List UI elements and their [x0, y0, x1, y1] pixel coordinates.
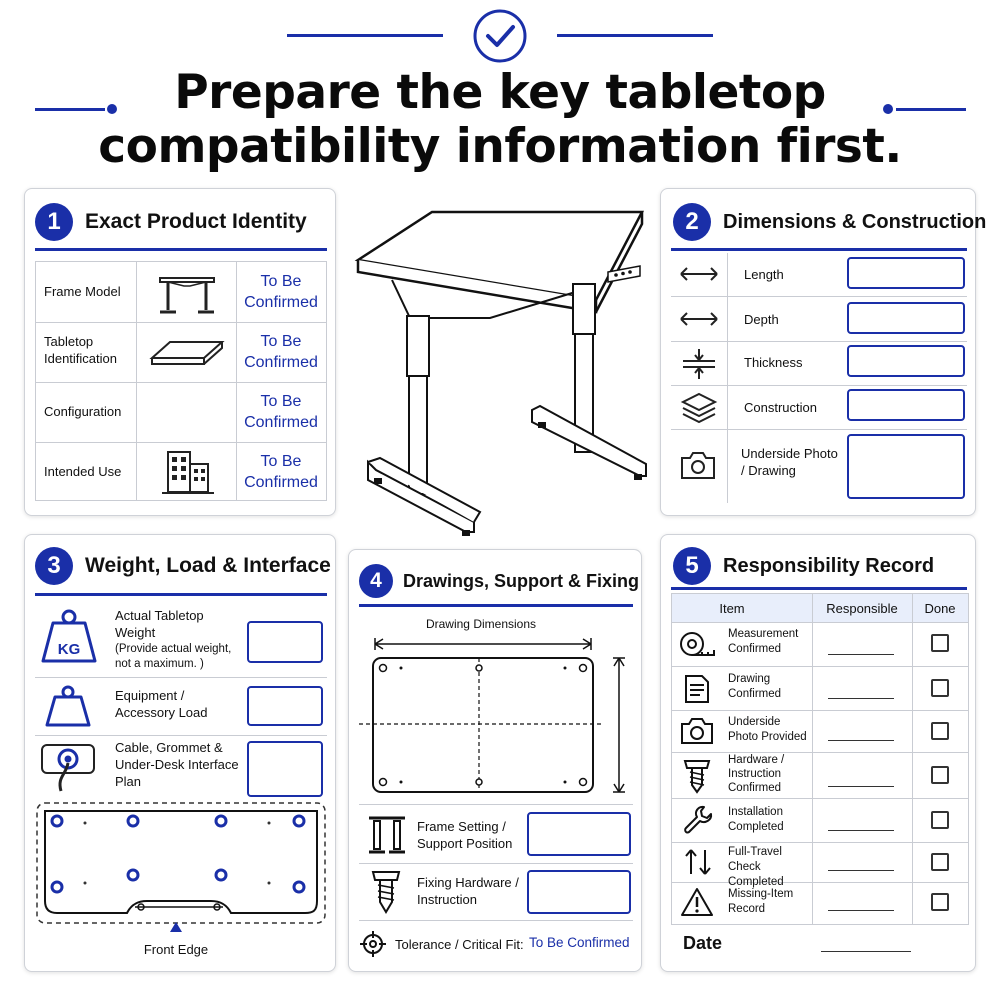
- front-edge-arrow-icon: [169, 921, 183, 933]
- responsible-line[interactable]: [828, 698, 894, 699]
- equipment-load-field[interactable]: [247, 686, 323, 726]
- panel-weight-load-interface: [24, 534, 336, 972]
- page-title: Prepare the key tabletop compatibility information first.: [98, 65, 902, 174]
- thickness-field[interactable]: [847, 345, 965, 377]
- tolerance-label: Tolerance / Critical Fit:: [395, 937, 524, 952]
- done-checkbox[interactable]: [931, 679, 949, 697]
- tabletop-icon: [148, 334, 226, 374]
- identity-table: [35, 261, 327, 501]
- status-value: To Be Confirmed: [244, 393, 318, 431]
- step-number: 5: [673, 547, 711, 585]
- row-label: Length: [744, 267, 784, 282]
- cable-grommet-icon: [39, 741, 97, 795]
- panel-drawings-support-fixing: [348, 549, 642, 972]
- done-checkbox[interactable]: [931, 722, 949, 740]
- responsibility-table: [671, 593, 969, 925]
- row-label: Actual Tabletop Weight: [115, 608, 204, 640]
- panel-dimensions-construction: [660, 188, 987, 516]
- panel-responsibility-record: [660, 534, 976, 972]
- row-label: Hardware / Instruction Confirmed: [728, 754, 785, 794]
- done-checkbox[interactable]: [931, 893, 949, 911]
- underside-plan-diagram: [35, 801, 327, 927]
- row-label: Frame Setting / Support Position: [417, 819, 513, 851]
- row-label: Construction: [744, 400, 817, 415]
- underside-photo-field[interactable]: [847, 434, 965, 499]
- column-header: Done: [924, 601, 956, 616]
- weight-icon: [43, 683, 93, 729]
- panel-product-identity: [24, 188, 336, 516]
- frame-setting-field[interactable]: [527, 812, 631, 856]
- row-label: Installation Completed: [728, 806, 784, 833]
- camera-icon: [680, 716, 714, 746]
- row-label: Missing-Item Record: [728, 888, 794, 915]
- responsible-line[interactable]: [828, 830, 894, 831]
- responsible-line[interactable]: [828, 740, 894, 741]
- responsible-line[interactable]: [828, 786, 894, 787]
- drawing-dimensions-label: Drawing Dimensions: [425, 617, 537, 631]
- screw-icon: [369, 868, 403, 914]
- step-number: 4: [359, 564, 393, 598]
- done-checkbox[interactable]: [931, 634, 949, 652]
- row-note: (Provide actual weight, not a maximum. ): [115, 643, 232, 670]
- horizontal-arrows-icon: [677, 308, 721, 330]
- row-label: Thickness: [744, 355, 803, 370]
- kg-label: KG: [57, 641, 81, 658]
- warning-icon: [680, 886, 714, 918]
- done-checkbox[interactable]: [931, 853, 949, 871]
- panel-title: 2 Dimensions & Construction: [673, 203, 986, 241]
- row-label: Fixing Hardware / Instruction: [417, 875, 519, 907]
- row-label: Equipment / Accessory Load: [115, 688, 208, 720]
- desk-frame-icon: [154, 270, 220, 316]
- row-label: Depth: [744, 312, 779, 327]
- row-label: Measurement Confirmed: [728, 628, 799, 655]
- office-building-icon: [160, 448, 216, 496]
- camera-icon: [679, 449, 717, 481]
- step-number: 3: [35, 547, 73, 585]
- row-label: Intended Use: [44, 464, 122, 479]
- date-line[interactable]: [821, 951, 911, 952]
- construction-field[interactable]: [847, 389, 965, 421]
- row-label: Underside Photo / Drawing: [741, 446, 838, 478]
- status-value: To Be Confirmed: [244, 453, 318, 491]
- row-label: Underside Photo Provided: [728, 716, 807, 743]
- wrench-icon: [682, 804, 714, 836]
- date-label: Date: [683, 933, 723, 953]
- row-label: Frame Model: [44, 284, 121, 299]
- column-header: Responsible: [826, 601, 898, 616]
- layers-icon: [679, 391, 719, 425]
- front-edge-label: Front Edge: [143, 942, 209, 957]
- check-circle-icon: [472, 8, 528, 64]
- step-number: 1: [35, 203, 73, 241]
- horizontal-arrows-icon: [677, 263, 721, 285]
- tabletop-drawing: [357, 634, 639, 802]
- tape-measure-icon: [678, 630, 718, 660]
- status-value: To Be Confirmed: [244, 273, 318, 311]
- depth-field[interactable]: [847, 302, 965, 334]
- interface-plan-field[interactable]: [247, 741, 323, 797]
- row-label: Configuration: [44, 404, 122, 419]
- document-icon: [682, 674, 712, 704]
- up-down-arrows-icon: [682, 846, 714, 878]
- column-header: Item: [719, 601, 745, 616]
- done-checkbox[interactable]: [931, 766, 949, 784]
- status-value: To Be Confirmed: [244, 333, 318, 371]
- panel-title: 5 Responsibility Record: [673, 547, 934, 585]
- done-checkbox[interactable]: [931, 811, 949, 829]
- standing-desk-illustration: [350, 200, 650, 545]
- responsible-line[interactable]: [828, 910, 894, 911]
- fixing-hardware-field[interactable]: [527, 870, 631, 914]
- row-label: Tabletop Identification: [44, 334, 117, 366]
- row-label: Full-Travel Check Completed: [728, 846, 784, 888]
- panel-title: 3 Weight, Load & Interface: [35, 547, 331, 585]
- crosshair-icon: [359, 930, 387, 958]
- row-label: Drawing Confirmed: [728, 673, 782, 700]
- step-number: 2: [673, 203, 711, 241]
- tabletop-weight-field[interactable]: [247, 621, 323, 663]
- panel-title: 4 Drawings, Support & Fixing: [359, 564, 639, 598]
- responsible-line[interactable]: [828, 654, 894, 655]
- tolerance-value: To Be Confirmed: [529, 935, 630, 950]
- row-label: Cable, Grommet & Under-Desk Interface Plan: [115, 740, 239, 789]
- thickness-icon: [679, 347, 719, 381]
- panel-title: 1 Exact Product Identity: [35, 203, 307, 241]
- screw-icon: [682, 758, 712, 794]
- responsible-line[interactable]: [828, 870, 894, 871]
- length-field[interactable]: [847, 257, 965, 289]
- frame-support-icon: [365, 812, 409, 858]
